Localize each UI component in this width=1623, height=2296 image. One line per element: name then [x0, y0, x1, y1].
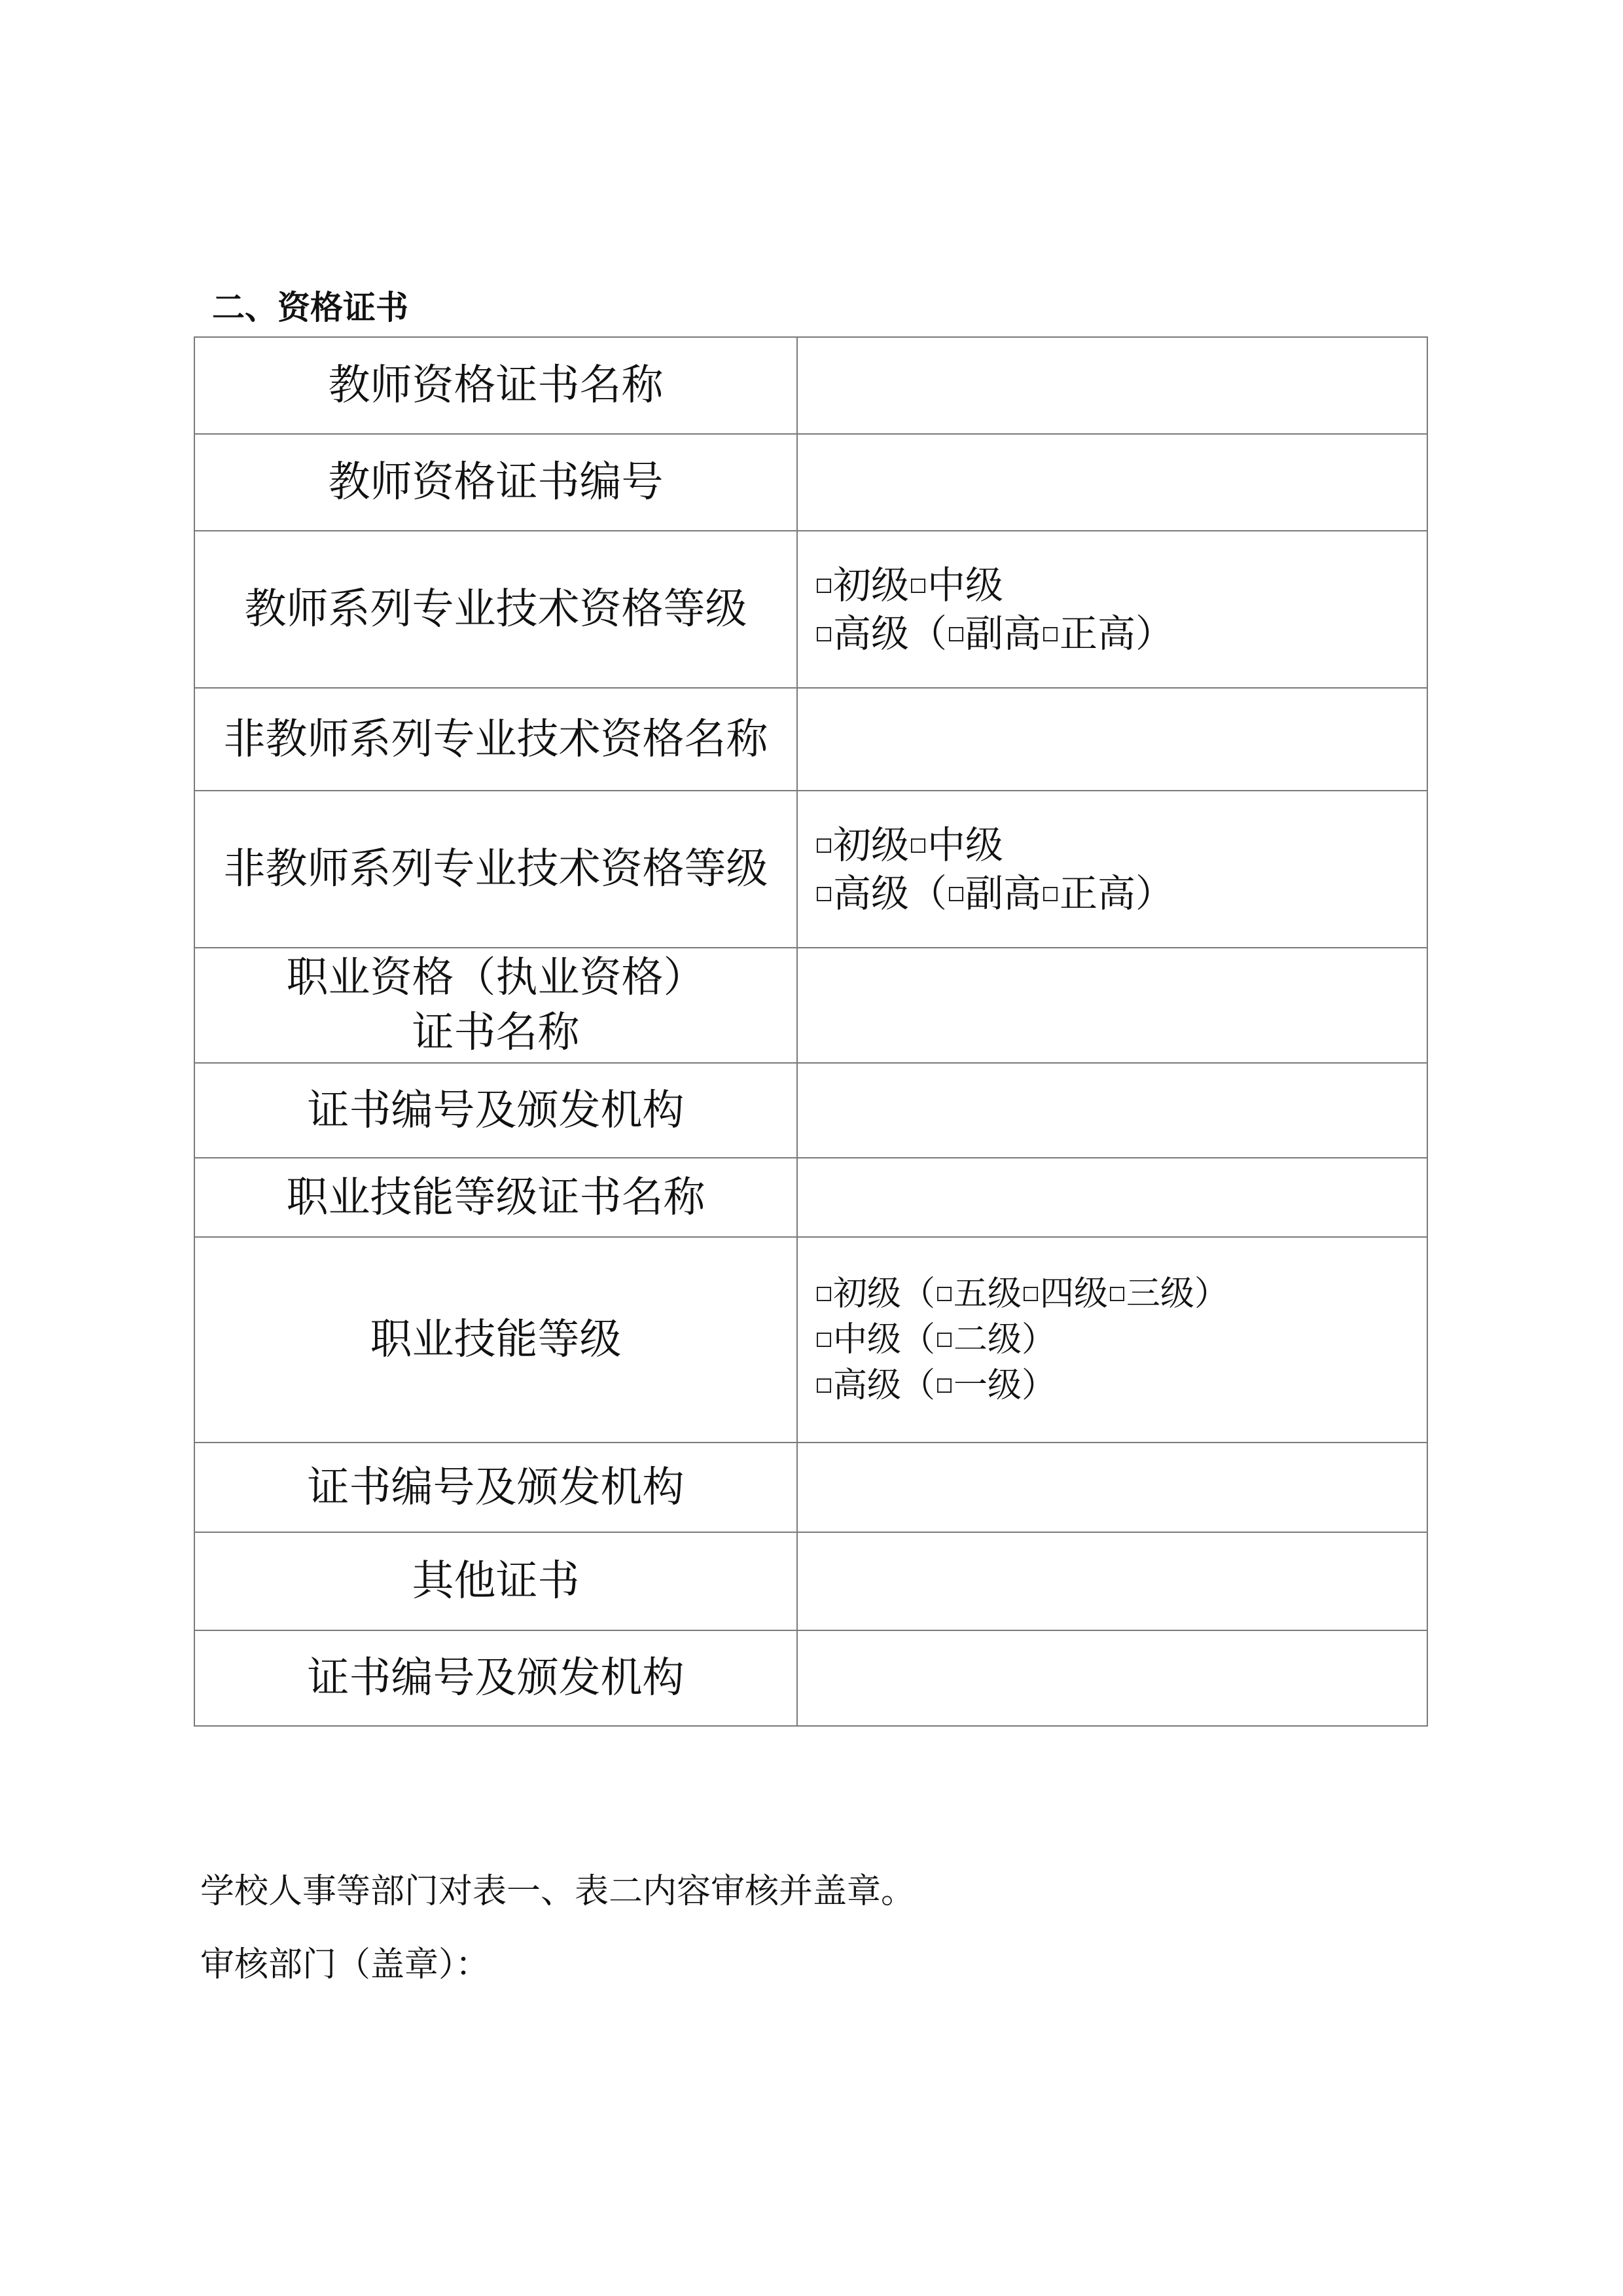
field-label [194, 531, 797, 688]
option-line [815, 821, 1427, 869]
option-label: 副高 [965, 871, 1042, 916]
field-label [194, 948, 797, 1063]
field-value [797, 791, 1427, 948]
certificate-table [194, 336, 1428, 1727]
checkbox-empty-icon[interactable] [937, 1378, 952, 1393]
option-label: 高级（ [833, 1366, 936, 1405]
option-label: 高级（ [833, 611, 948, 656]
checkbox-empty-icon[interactable] [1110, 1287, 1124, 1301]
option-line [815, 1317, 1427, 1363]
checkbox-empty-icon[interactable] [817, 627, 831, 641]
checkbox-empty-icon[interactable] [937, 1333, 952, 1347]
table-row [194, 1443, 1427, 1532]
field-label [194, 337, 797, 434]
field-value[interactable] [797, 1158, 1427, 1237]
field-value[interactable] [797, 1630, 1427, 1726]
field-label-text: 证书编号及颁发机构 [307, 1463, 685, 1512]
field-label [194, 1237, 797, 1443]
checkbox-empty-icon[interactable] [817, 838, 831, 853]
field-label [194, 1443, 797, 1532]
option-line [815, 609, 1427, 658]
field-label-text: 证书名称 [412, 1009, 580, 1057]
option-label: 副高 [965, 611, 1042, 656]
option-line [815, 869, 1427, 918]
field-value[interactable] [797, 1532, 1427, 1630]
field-label-text: 职业技能等级 [370, 1316, 622, 1364]
table-row [194, 688, 1427, 791]
field-value[interactable] [797, 337, 1427, 434]
checkbox-empty-icon[interactable] [949, 887, 963, 901]
checkbox-empty-icon[interactable] [1043, 887, 1058, 901]
option-label: 正高） [1060, 871, 1174, 916]
field-label-text: 教师资格证书编号 [328, 458, 664, 507]
field-label-text: 职业资格（执业资格） [286, 954, 705, 1002]
option-label: 初级（ [833, 1274, 936, 1314]
option-label: 初级 [833, 823, 910, 867]
checkbox-empty-icon[interactable] [937, 1287, 952, 1301]
checkbox-empty-icon[interactable] [817, 1287, 831, 1301]
checkbox-empty-icon[interactable] [1043, 627, 1058, 641]
checkbox-empty-icon[interactable] [911, 579, 925, 593]
option-label: 高级（ [833, 871, 948, 916]
checkbox-empty-icon[interactable] [817, 1333, 831, 1347]
option-label: 中级 [927, 823, 1004, 867]
option-label: 初级 [833, 563, 910, 607]
option-label: 中级 [927, 563, 1004, 607]
review-department-label: 审核部门（盖章）： [200, 1945, 490, 1984]
option-line [815, 1363, 1427, 1408]
table-row [194, 1063, 1427, 1158]
table-row [194, 1630, 1427, 1726]
field-label-text: 非教师系列专业技术资格等级 [223, 845, 768, 893]
option-line [815, 1271, 1427, 1317]
review-note: 学校人事等部门对表一、表二内容审核并盖章。 [200, 1872, 916, 1911]
field-value[interactable] [797, 688, 1427, 791]
table-row [194, 791, 1427, 948]
option-label: 三级） [1126, 1274, 1229, 1314]
field-label [194, 791, 797, 948]
field-label-text: 证书编号及颁发机构 [307, 1086, 685, 1135]
option-label: 一级） [954, 1366, 1056, 1405]
option-label: 四级 [1040, 1274, 1109, 1314]
field-value [797, 531, 1427, 688]
field-label-text: 证书编号及颁发机构 [307, 1654, 685, 1702]
field-value[interactable] [797, 434, 1427, 531]
field-label [194, 434, 797, 531]
checkbox-empty-icon[interactable] [949, 627, 963, 641]
field-label [194, 1532, 797, 1630]
section-title: 二、资格证书 [212, 289, 408, 327]
field-value[interactable] [797, 1443, 1427, 1532]
table-row [194, 948, 1427, 1063]
field-label [194, 688, 797, 791]
field-label-text: 教师系列专业技术资格等级 [244, 585, 747, 634]
field-value[interactable] [797, 1063, 1427, 1158]
checkbox-empty-icon[interactable] [817, 1378, 831, 1393]
option-label: 中级（ [833, 1320, 936, 1359]
checkbox-empty-icon[interactable] [911, 838, 925, 853]
table-row [194, 531, 1427, 688]
option-line [815, 561, 1427, 609]
checkbox-empty-icon[interactable] [817, 579, 831, 593]
table-row [194, 1532, 1427, 1630]
field-label-text: 教师资格证书名称 [328, 361, 664, 410]
field-label-text: 其他证书 [412, 1557, 580, 1605]
table-row [194, 434, 1427, 531]
field-value[interactable] [797, 948, 1427, 1063]
option-label: 二级） [954, 1320, 1056, 1359]
field-value [797, 1237, 1427, 1443]
field-label [194, 1630, 797, 1726]
field-label-text: 职业技能等级证书名称 [286, 1173, 705, 1222]
table-row [194, 1237, 1427, 1443]
option-label: 正高） [1060, 611, 1174, 656]
checkbox-empty-icon[interactable] [817, 887, 831, 901]
field-label [194, 1158, 797, 1237]
table-row [194, 1158, 1427, 1237]
field-label-text: 非教师系列专业技术资格名称 [223, 715, 768, 764]
option-label: 五级 [954, 1274, 1022, 1314]
checkbox-empty-icon[interactable] [1024, 1287, 1038, 1301]
table-row [194, 337, 1427, 434]
field-label [194, 1063, 797, 1158]
